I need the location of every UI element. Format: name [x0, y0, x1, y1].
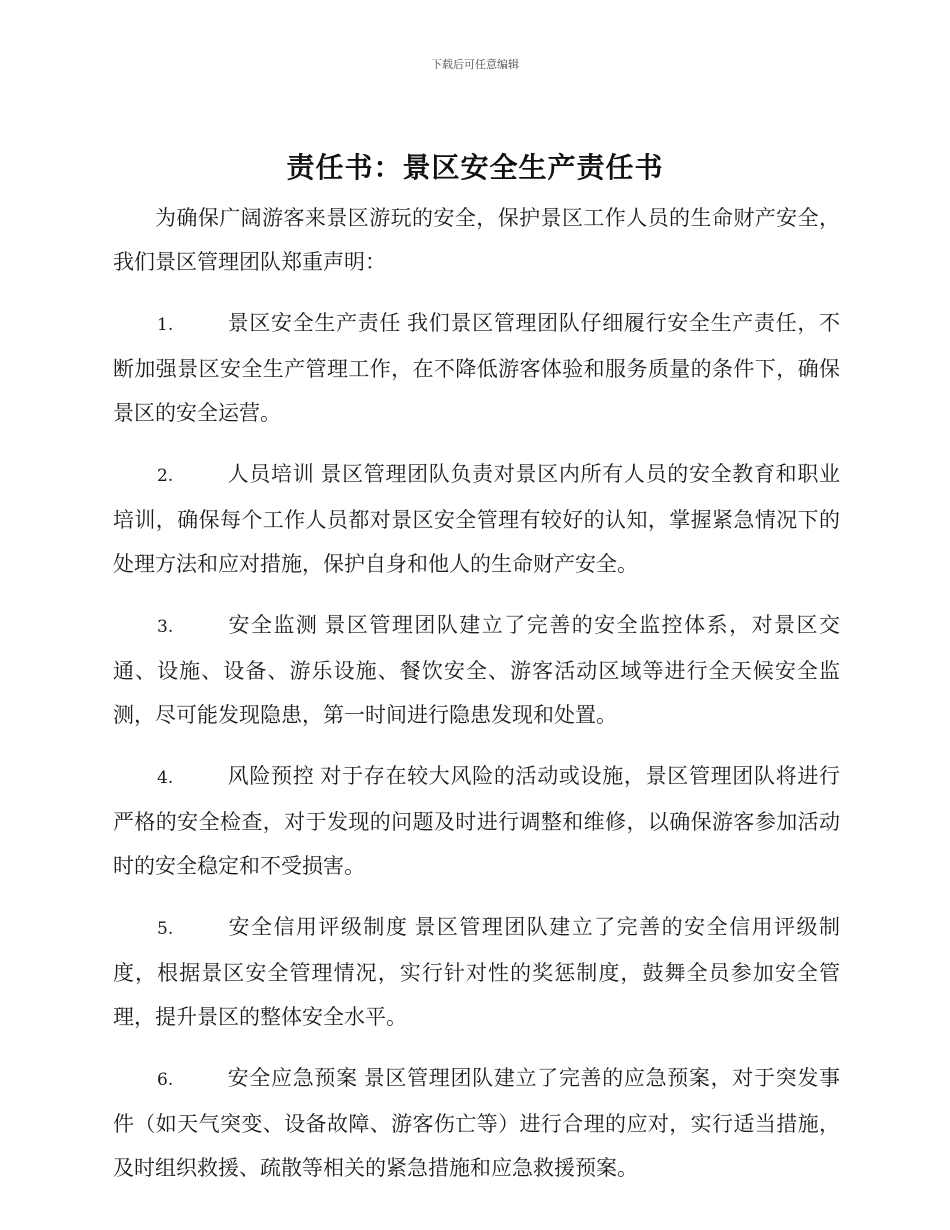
document-title: 责任书：景区安全生产责任书 [286, 151, 664, 184]
item-number: 3. [157, 617, 174, 637]
item-heading: 人员培训 [227, 462, 315, 486]
item-number: 1. [157, 315, 174, 335]
item-number: 4. [157, 768, 174, 788]
list-item [113, 905, 840, 1039]
intro-paragraph: 为确保广阔游客来景区游玩的安全，保护景区工作人员的生命财产安全，我们景区管理团队郑重声明： [113, 206, 840, 274]
item-body: 对于存在较大风险的活动或设施，景区管理团队将进行严格的安全检查，对于发现的问题及时进行调整和维修，以确保游客参加活动时的安全稳定和不受损害。 [113, 764, 841, 878]
item-number: 2. [157, 466, 174, 486]
item-number: 5. [157, 919, 174, 939]
list-item [113, 754, 840, 888]
list-item [113, 452, 840, 586]
document-body [113, 196, 840, 1190]
item-heading: 风险预控 [227, 764, 315, 788]
list-item [113, 1056, 840, 1190]
item-heading: 安全信用评级制度 [227, 915, 409, 939]
item-heading: 安全监测 [227, 613, 319, 637]
header-note: 下载后可任意编辑 [431, 58, 519, 71]
item-body: 我们景区管理团队仔细履行安全生产责任，不断加强景区安全生产管理工作，在不降低游客体验和服务质量的条件下，确保景区的安全运营。 [113, 311, 841, 425]
list-item [113, 603, 840, 737]
item-heading: 安全应急预案 [227, 1066, 358, 1090]
item-body: 景区管理团队建立了完善的安全监控体系，对景区交通、设施、设备、游乐设施、餐饮安全、游客活动区域等进行全天候安全监测，尽可能发现隐患，第一时间进行隐患发现和处置。 [113, 613, 841, 727]
item-body: 景区管理团队负责对景区内所有人员的安全教育和职业培训，确保每个工作人员都对景区安全管理有较好的认知，掌握紧急情况下的处理方法和应对措施，保护自身和他人的生命财产安全。 [113, 462, 841, 576]
item-heading: 景区安全生产责任 [227, 311, 402, 335]
list-item [113, 301, 840, 435]
item-body: 景区管理团队建立了完善的应急预案，对于突发事件（如天气突变、设备故障、游客伤亡等）进行合理的应对，实行适当措施，及时组织救援、疏散等相关的紧急措施和应急救援预案。 [113, 1066, 840, 1180]
item-body: 景区管理团队建立了完善的安全信用评级制度，根据景区安全管理情况，实行针对性的奖惩制度，鼓舞全员参加安全管理，提升景区的整体安全水平。 [113, 915, 841, 1029]
item-number: 6. [157, 1070, 174, 1090]
